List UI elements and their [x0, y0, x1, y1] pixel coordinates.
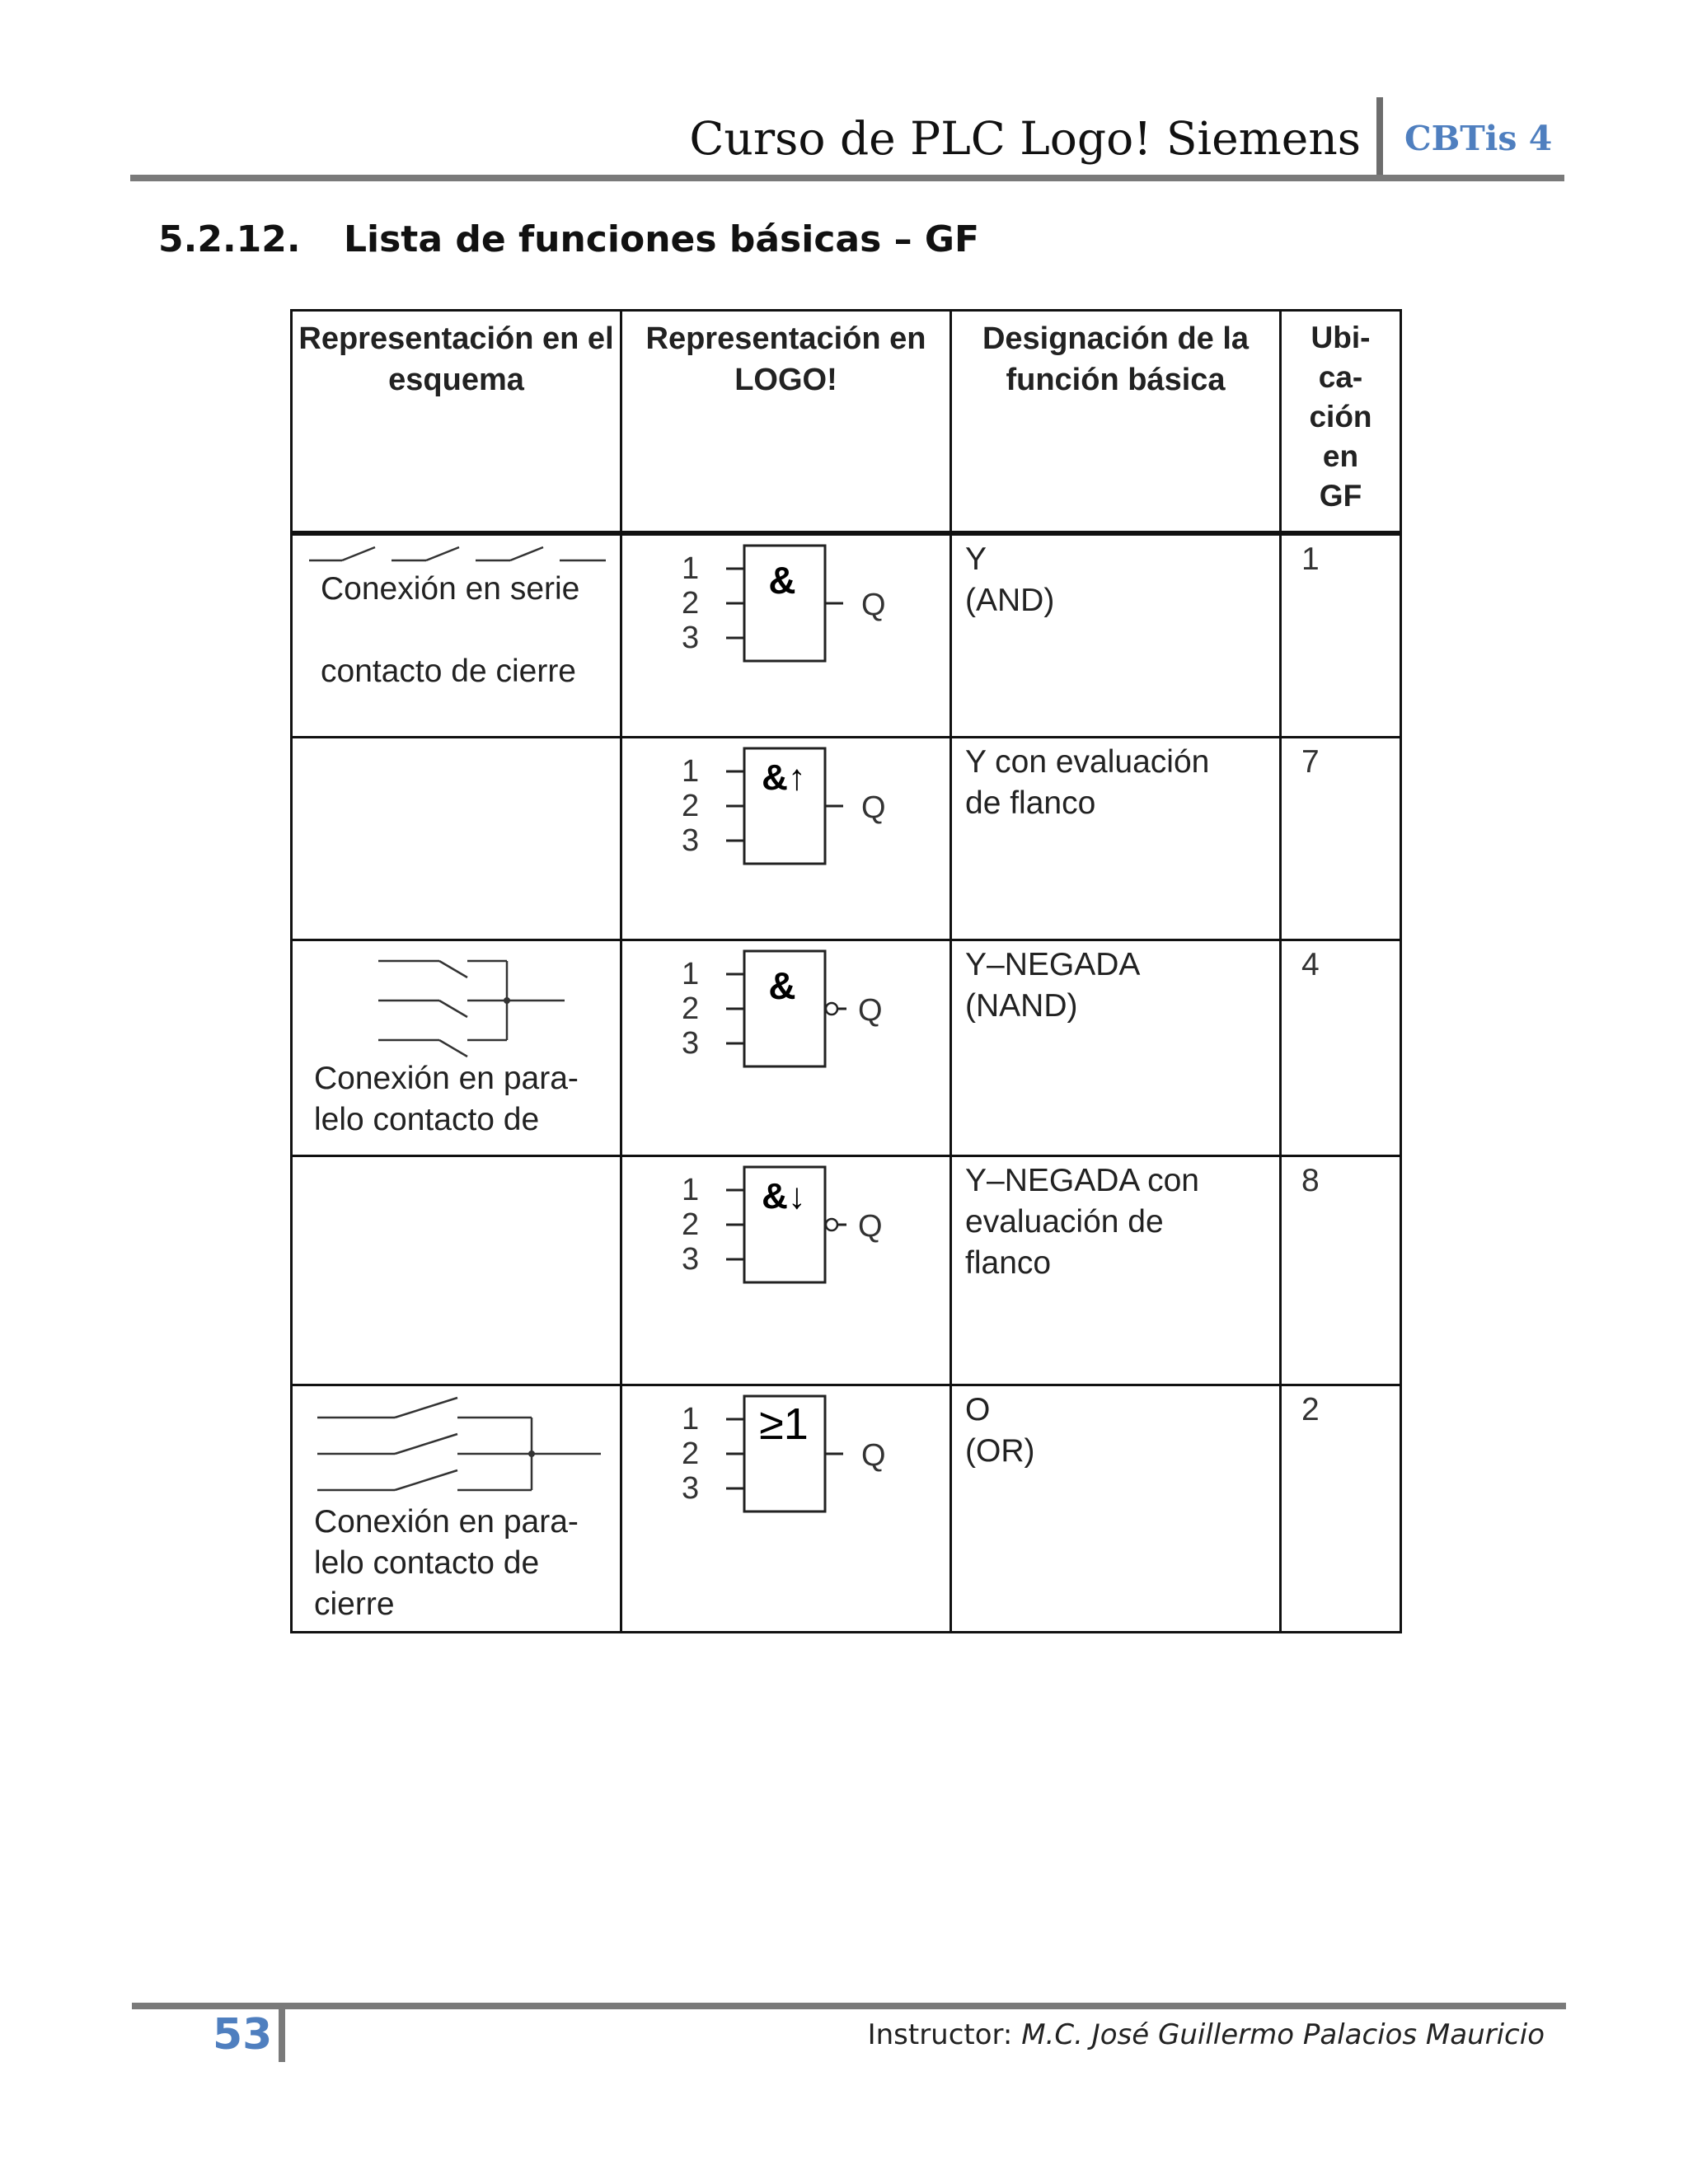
- basic-functions-table: [290, 309, 1402, 1633]
- schematic-cell: [292, 738, 621, 940]
- logo-output: Q: [858, 993, 883, 1028]
- table-row: [292, 940, 1401, 1156]
- logo-input-2: 2: [682, 1207, 700, 1242]
- logo-symbol-cell: [621, 1385, 951, 1633]
- document-header-title: Curso de PLC Logo! Siemens: [689, 112, 1361, 165]
- header-rule: [130, 175, 1564, 181]
- and-edge-block-diagram: [622, 738, 952, 879]
- schematic-label: Conexión en para- lelo contacto de cierre: [314, 1504, 579, 1622]
- designation-cell: Y–NEGADA con evaluación de flanco: [951, 1156, 1281, 1385]
- header-designation: Designación de la función básica: [951, 311, 1281, 533]
- table-row: [292, 1385, 1401, 1633]
- header-logo: Representación en LOGO!: [621, 311, 951, 533]
- schematic-cell: [292, 940, 621, 1156]
- logo-block-symbol: ≥1: [759, 1399, 809, 1449]
- location-cell: 1: [1281, 533, 1401, 738]
- location-cell: 7: [1281, 738, 1401, 940]
- designation-cell: Y con evaluación de flanco: [951, 738, 1281, 940]
- table-row: [292, 533, 1401, 738]
- location-cell: 8: [1281, 1156, 1401, 1385]
- nand-block-diagram: [622, 941, 952, 1081]
- footer-rule: [132, 2003, 1566, 2009]
- parallel-nc-contacts-diagram: [293, 941, 622, 1065]
- logo-input-1: 1: [682, 1402, 700, 1436]
- credit-prefix: Instructor:: [867, 2018, 1022, 2051]
- header-schematic: Representación en el esquema: [292, 311, 621, 533]
- logo-input-3: 3: [682, 1471, 700, 1506]
- footer-credit: [868, 2014, 1545, 2055]
- logo-input-1: 1: [682, 957, 700, 991]
- designation-cell: Y (AND): [951, 533, 1281, 738]
- designation-cell: Y–NEGADA (NAND): [951, 940, 1281, 1156]
- logo-output: Q: [861, 587, 886, 622]
- series-contacts-diagram: [293, 536, 622, 569]
- logo-input-2: 2: [682, 789, 700, 823]
- logo-output: Q: [858, 1209, 883, 1244]
- table-row: [292, 738, 1401, 940]
- logo-input-2: 2: [682, 991, 700, 1026]
- section-number: 5.2.12.: [158, 218, 301, 260]
- logo-input-1: 1: [682, 1173, 700, 1207]
- schematic-cell: [292, 1156, 621, 1385]
- logo-block-symbol: &: [768, 964, 796, 1007]
- schematic-cell: [292, 1385, 621, 1633]
- logo-input-1: 1: [682, 754, 700, 789]
- schematic-label: Conexión en para- lelo contacto de: [314, 1061, 579, 1137]
- logo-symbol-cell: [621, 533, 951, 738]
- logo-symbol-cell: [621, 738, 951, 940]
- section-title: Lista de funciones básicas – GF: [344, 218, 980, 260]
- schematic-cell: [292, 533, 621, 738]
- parallel-no-contacts-diagram: [293, 1386, 622, 1502]
- and-block-diagram: [622, 536, 952, 676]
- schematic-label: Conexión en serie contacto de cierre: [321, 570, 580, 689]
- logo-input-3: 3: [682, 1026, 700, 1061]
- designation-cell: O (OR): [951, 1385, 1281, 1633]
- header-badge: CBTis 4: [1404, 119, 1553, 158]
- logo-input-2: 2: [682, 585, 700, 621]
- logo-block-symbol: &: [768, 558, 796, 602]
- logo-input-3: 3: [682, 620, 700, 655]
- logo-input-1: 1: [682, 551, 700, 586]
- logo-symbol-cell: [621, 1156, 951, 1385]
- table-row: [292, 1156, 1401, 1385]
- logo-output: Q: [861, 1438, 886, 1473]
- location-cell: 2: [1281, 1385, 1401, 1633]
- location-cell: 4: [1281, 940, 1401, 1156]
- header-divider: [1376, 97, 1383, 176]
- logo-input-3: 3: [682, 823, 700, 858]
- logo-input-3: 3: [682, 1242, 700, 1277]
- header-location: Ubi- ca- ción en GF: [1281, 311, 1401, 533]
- logo-output: Q: [861, 790, 886, 825]
- logo-block-symbol: &↑: [762, 757, 806, 798]
- section-heading: [158, 216, 979, 264]
- or-block-diagram: [622, 1386, 952, 1526]
- logo-symbol-cell: [621, 940, 951, 1156]
- instructor-name: M.C. José Guillermo Palacios Mauricio: [1021, 2018, 1545, 2051]
- logo-block-symbol: &↓: [762, 1176, 806, 1216]
- page-number: 53: [213, 2010, 273, 2060]
- logo-input-2: 2: [682, 1436, 700, 1471]
- nand-edge-block-diagram: [622, 1157, 952, 1297]
- footer-divider: [279, 2004, 285, 2062]
